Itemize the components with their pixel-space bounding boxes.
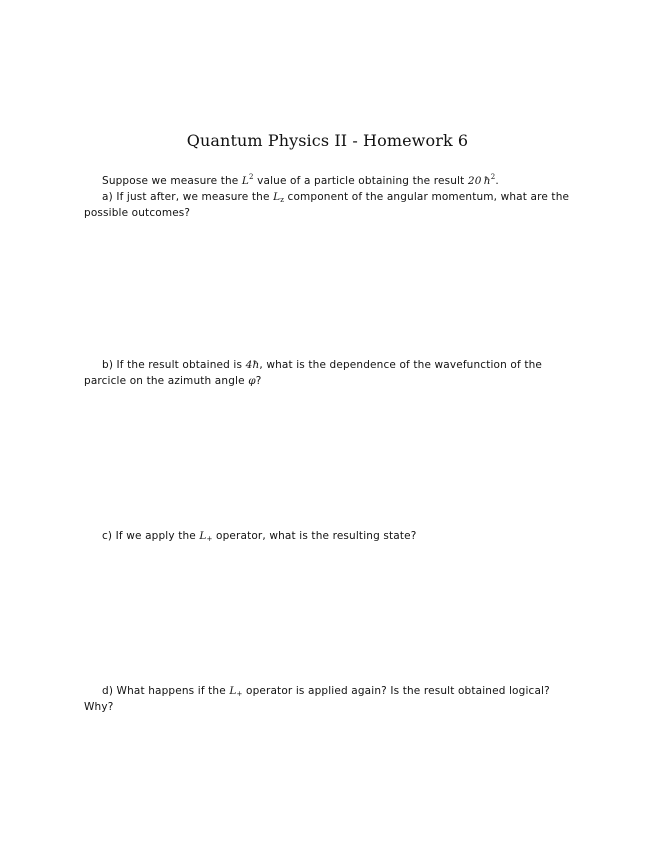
question-b-text-start: b) If the result obtained is xyxy=(102,359,243,371)
question-d xyxy=(84,683,578,715)
page-title: Quantum Physics II - Homework 6 xyxy=(186,131,469,150)
question-a-text-end: component of the angular momentum, what are the possible outcomes? xyxy=(84,191,570,219)
phi-symbol: φ xyxy=(248,375,256,387)
intro-text-start: Suppose we measure the xyxy=(102,175,239,187)
question-c xyxy=(84,528,578,544)
question-b-text-middle: , what is the dependence of the wavefunction of the parcicle on the azimuth angle xyxy=(84,359,543,387)
question-c-text-start: c) If we apply the xyxy=(102,530,196,542)
result-value: 20 $ħ^2$ xyxy=(467,173,496,187)
intro-text-middle: value of a particle obtaining the result xyxy=(257,175,465,187)
l-plus-symbol: $L_+$ xyxy=(199,530,213,543)
lz-symbol: $L_z$ xyxy=(273,191,285,204)
l-plus-symbol: $L_+$ xyxy=(229,685,243,698)
intro-paragraph: Suppose we measure the $L^2$ value of a particle obtaining the result 20 $ħ^2$. xyxy=(102,173,499,187)
question-a xyxy=(84,189,578,221)
measured-value: 4ħ xyxy=(245,359,260,371)
l-squared-symbol: $L^2$ xyxy=(241,173,254,187)
question-d-text-start: d) What happens if the xyxy=(102,685,226,697)
question-c-text-end: operator, what is the resulting state? xyxy=(216,530,417,542)
question-d-text-end: operator is applied again? Is the result obtained logical? Why? xyxy=(84,685,550,713)
question-a-text-start: a) If just after, we measure the xyxy=(102,191,270,203)
question-b: b) If the result obtained is 4ħ, what is the dependence of the wavefunction of the parcicle on the azimuth angle φ? xyxy=(84,359,543,387)
